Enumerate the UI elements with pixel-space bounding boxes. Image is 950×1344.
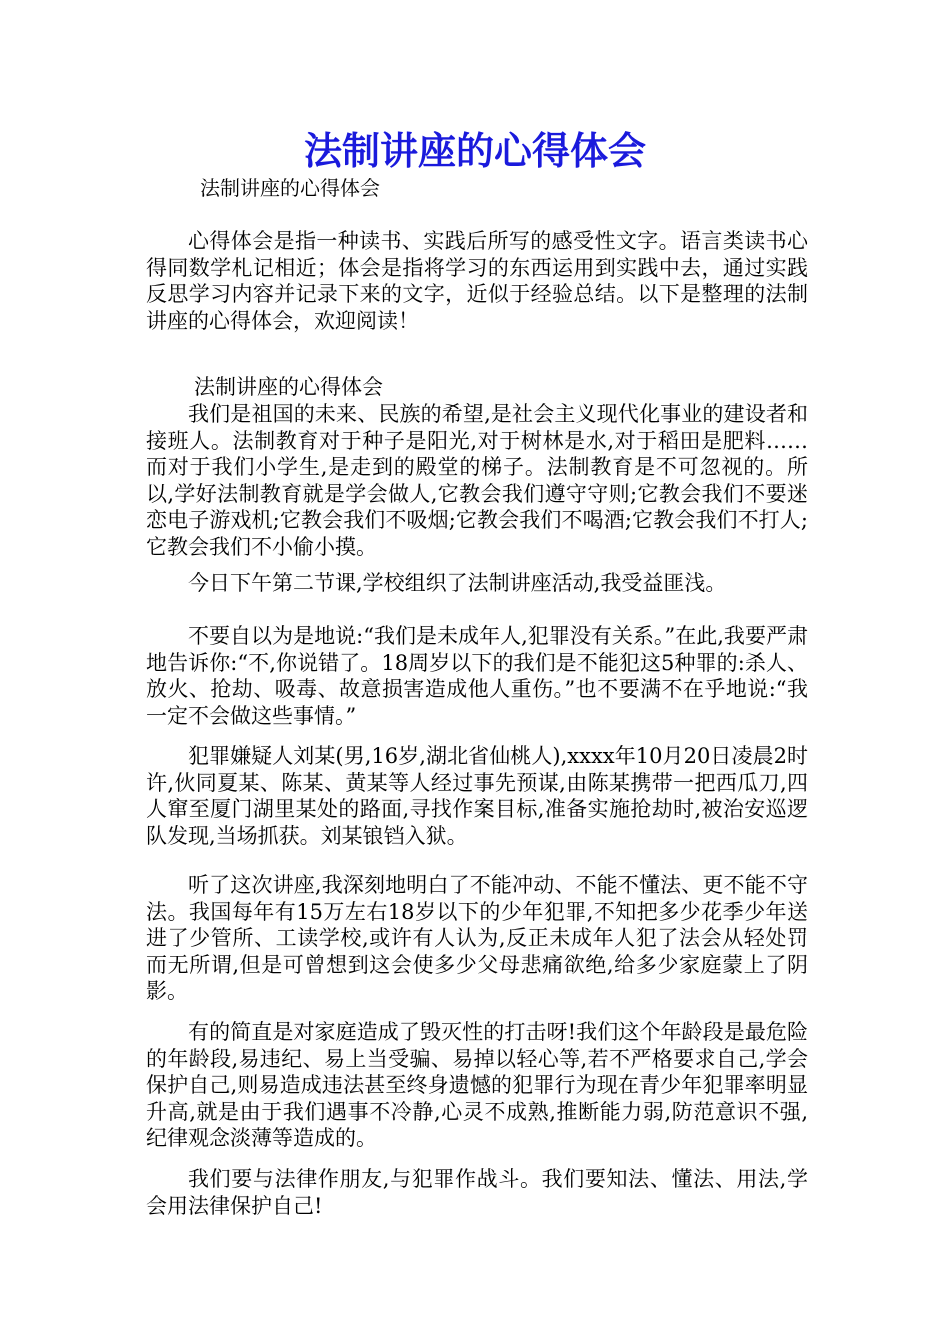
body-paragraph: 我们要与法律作朋友,与犯罪作战斗。我们要知法、懂法、用法,学会用法律保护自己! [146,1167,808,1218]
body-paragraph: 犯罪嫌疑人刘某(男,16岁,湖北省仙桃人),xxxx年10月20日凌晨2时许,伙同夏某、陈某、黄某等人经过事先预谋,由陈某携带一把西瓜刀,四人窜至厦门湖里某处的路面,寻找作案目标,准备实施抢劫时,被治安巡逻队发现,当场抓获。刘某锒铛入狱。 [146,744,808,848]
intro-paragraph: 心得体会是指一种读书、实践后所写的感受性文字。语言类读书心得同数学札记相近；体会是指将学习的东西运用到实践中去，通过实践反思学习内容并记录下来的文字，近似于经验总结。以下是整理的法制讲座的心得体会，欢迎阅读！ [146,229,808,333]
section-heading: 法制讲座的心得体会 [194,375,383,399]
document-title: 法制讲座的心得体会 [303,128,646,173]
body-paragraph: 听了这次讲座,我深刻地明白了不能冲动、不能不懂法、更不能不守法。我国每年有15万左右18岁以下的少年犯罪,不知把多少花季少年送进了少管所、工读学校,或许有人认为,反正未成年人犯了法会从轻处罚而无所谓,但是可曾想到这会使多少父母悲痛欲绝,给多少家庭蒙上了阴影。 [146,873,808,1003]
document-subtitle: 法制讲座的心得体会 [200,176,380,200]
body-paragraph: 不要自以为是地说:“我们是未成年人,犯罪没有关系。”在此,我要严肃地告诉你:“不,你说错了。18周岁以下的我们是不能犯这5种罪的:杀人、放火、抢劫、吸毒、故意损害造成他人重伤。”也不要满不在乎地说:“我一定不会做这些事情。” [146,624,808,728]
body-paragraph: 有的简直是对家庭造成了毁灭性的打击呀!我们这个年龄段是最危险的年龄段,易违纪、易上当受骗、易掉以轻心等,若不严格要求自己,学会保护自己,则易造成违法甚至终身遗憾的犯罪行为现在青少年犯罪率明显升高,就是由于我们遇事不冷静,心灵不成熟,推断能力弱,防范意识不强,纪律观念淡薄等造成的。 [146,1020,808,1150]
body-paragraph: 今日下午第二节课,学校组织了法制讲座活动,我受益匪浅。 [188,571,727,595]
body-paragraph: 我们是祖国的未来、民族的希望,是社会主义现代化事业的建设者和接班人。法制教育对于种子是阳光,对于树林是水,对于稻田是肥料……而对于我们小学生,是走到的殿堂的梯子。法制教育是不可忽视的。所以,学好法制教育就是学会做人,它教会我们遵守守则;它教会我们不要迷恋电子游戏机;它教会我们不吸烟;它教会我们不喝酒;它教会我们不打人;它教会我们不小偷小摸。 [146,402,808,559]
